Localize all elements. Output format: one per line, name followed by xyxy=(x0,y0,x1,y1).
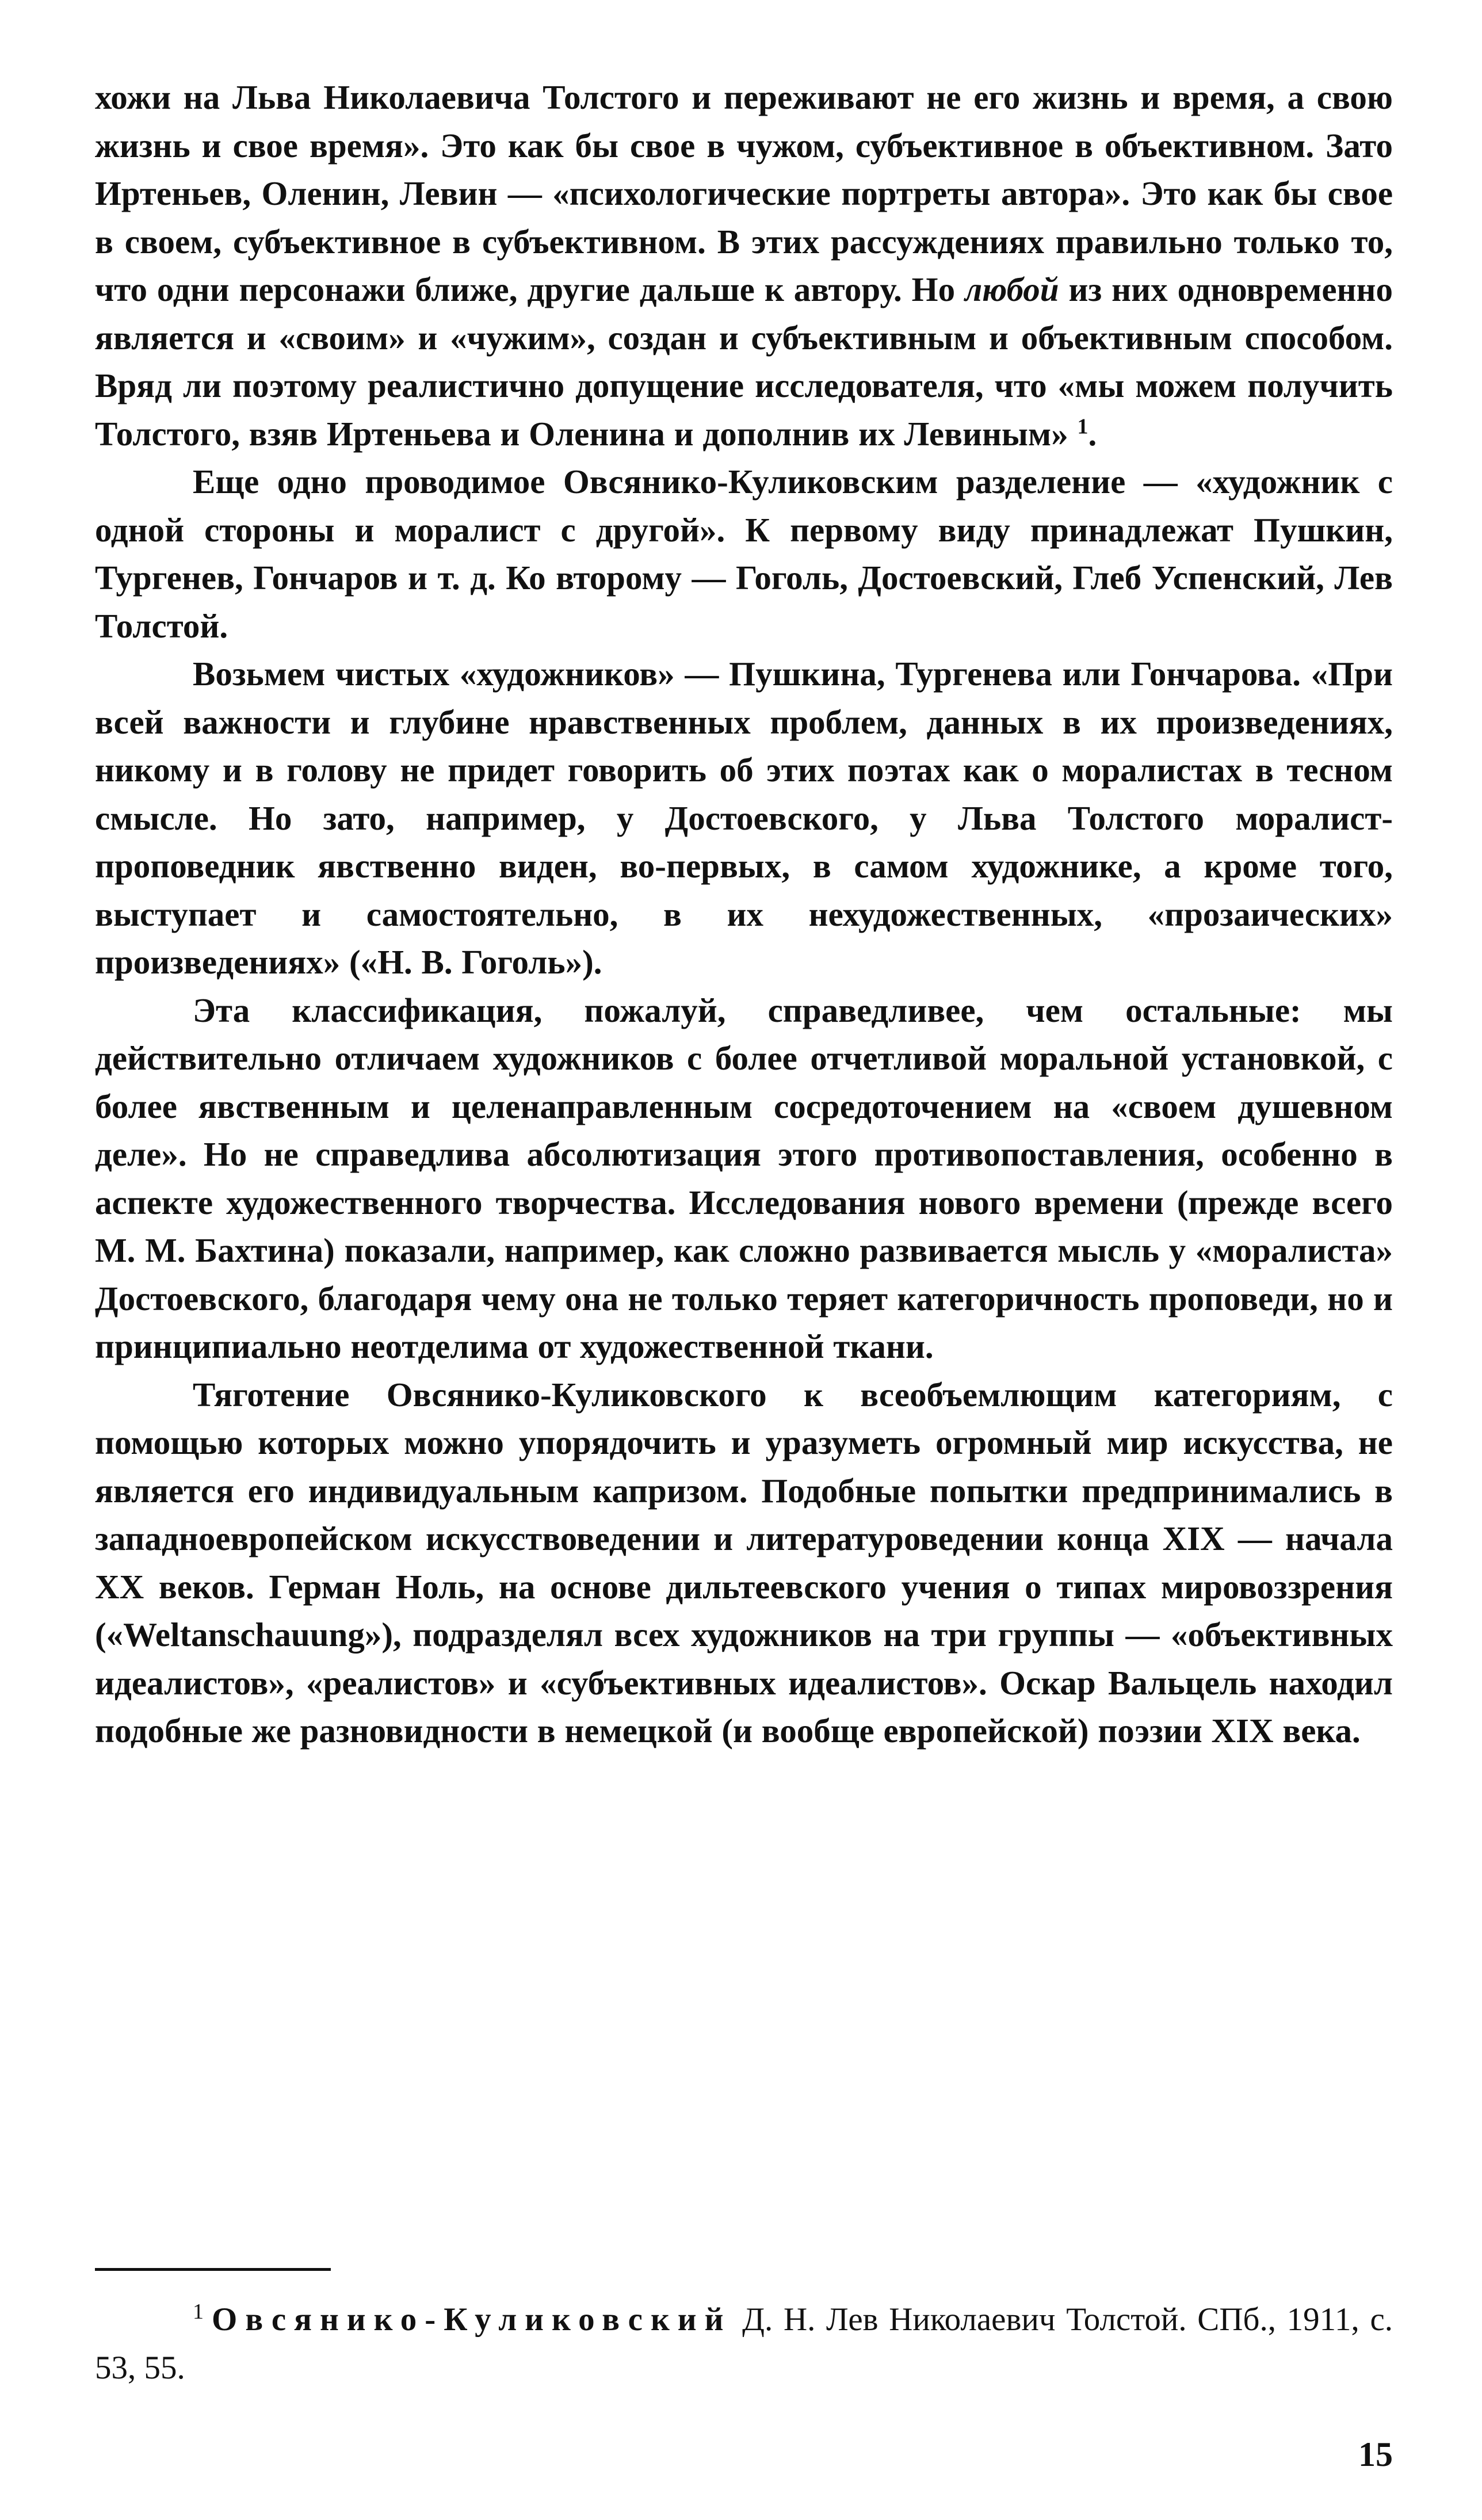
paragraph-3: Возьмем чистых «художников» — Пушкина, Тургенева или Гончарова. «При всей важности и глубине нравственных проблем, данных в их произведениях, никому и в голову не придет говорить об этих поэтах как о моралистах в тесном смысле. Но зато, например, у Достоевского, у Льва Толстого моралист-проповедник явственно виден, во-первых, в самом художнике, а кроме того, выступает и самостоятельно, в их нехудожественных, «прозаических» произведениях» («Н. В. Гоголь»). xyxy=(95,655,1393,981)
page-body xyxy=(95,74,1393,1755)
footnote-author: Овсянико-Куликовский xyxy=(212,2301,732,2338)
paragraph-1 xyxy=(95,74,1393,458)
paragraph-1-end: . xyxy=(1088,414,1097,453)
footnote-reference[interactable]: 1 xyxy=(1077,414,1088,438)
page-number: 15 xyxy=(1358,2435,1393,2473)
paragraph-1-text: хожи на Льва Николаевича Толстого и переживают не его жизнь и время, а свою жизнь и свое время». Это как бы свое в чужом, субъективное в объективном. Зато Иртеньев, Оленин, Левин — «психологические портреты автора». Это как бы свое в своем, субъективное в субъективном. В этих рассуждениях правильно только то, что одни персонажи ближе, другие дальше к автору. Но xyxy=(95,78,1393,308)
paragraph-5: Тяготение Овсянико-Куликовского к всеобъемлющим категориям, с помощью которых можно упорядочить и уразуметь огромный мир искусства, не является его индивидуальным капризом. Подобные попытки предпринимались в западноевропейском искусствоведении и литературоведении конца XIX — начала XX веков. Герман Ноль, на основе дильтеевского учения о типах мировоззрения («Weltanschauung»), подразделял всех художников на три группы — «объективных идеалистов», «реалистов» и «субъективных идеалистов». Оскар Вальцель находил подобные же разновидности в немецкой (и вообще европейской) поэзии XIX века. xyxy=(95,1375,1393,1750)
emphasis-word: любой xyxy=(965,270,1059,308)
paragraph-4: Эта классификация, пожалуй, справедливее, чем остальные: мы действительно отличаем художников с более отчетливой моральной установкой, с более явственным и целенаправленным сосредоточением на «своем душевном деле». Но не справедлива абсолютизация этого противопоставления, особенно в аспекте художественного творчества. Исследования нового времени (прежде всего М. М. Бахтина) показали, например, как сложно развивается мысль у «моралиста» Достоевского, благодаря чему она не только теряет категоричность проповеди, но и принципиально неотделима от художественной ткани. xyxy=(95,991,1393,1365)
footnote-number: 1 xyxy=(193,2300,204,2324)
paragraph-1-tail: из них одновременно является и «своим» и «чужим», создан и субъективным и объективным способом. Вряд ли поэтому реалистично допущение исследователя, что «мы можем получить Толстого, взяв Иртеньева и Оленина и дополнив их Левиным» xyxy=(95,270,1393,453)
paragraph-2: Еще одно проводимое Овсянико-Куликовским разделение — «художник с одной стороны и моралист с другой». К первому виду принадлежат Пушкин, Тургенев, Гончаров и т. д. Ко второму — Гоголь, Достоевский, Глеб Успенский, Лев Толстой. xyxy=(95,463,1393,645)
footnote-text: Д. Н. Лев Николаевич Толстой. СПб., 1911, с. 53, 55. xyxy=(95,2301,1393,2386)
footnote-divider xyxy=(95,2268,331,2271)
footnote xyxy=(95,2296,1393,2392)
